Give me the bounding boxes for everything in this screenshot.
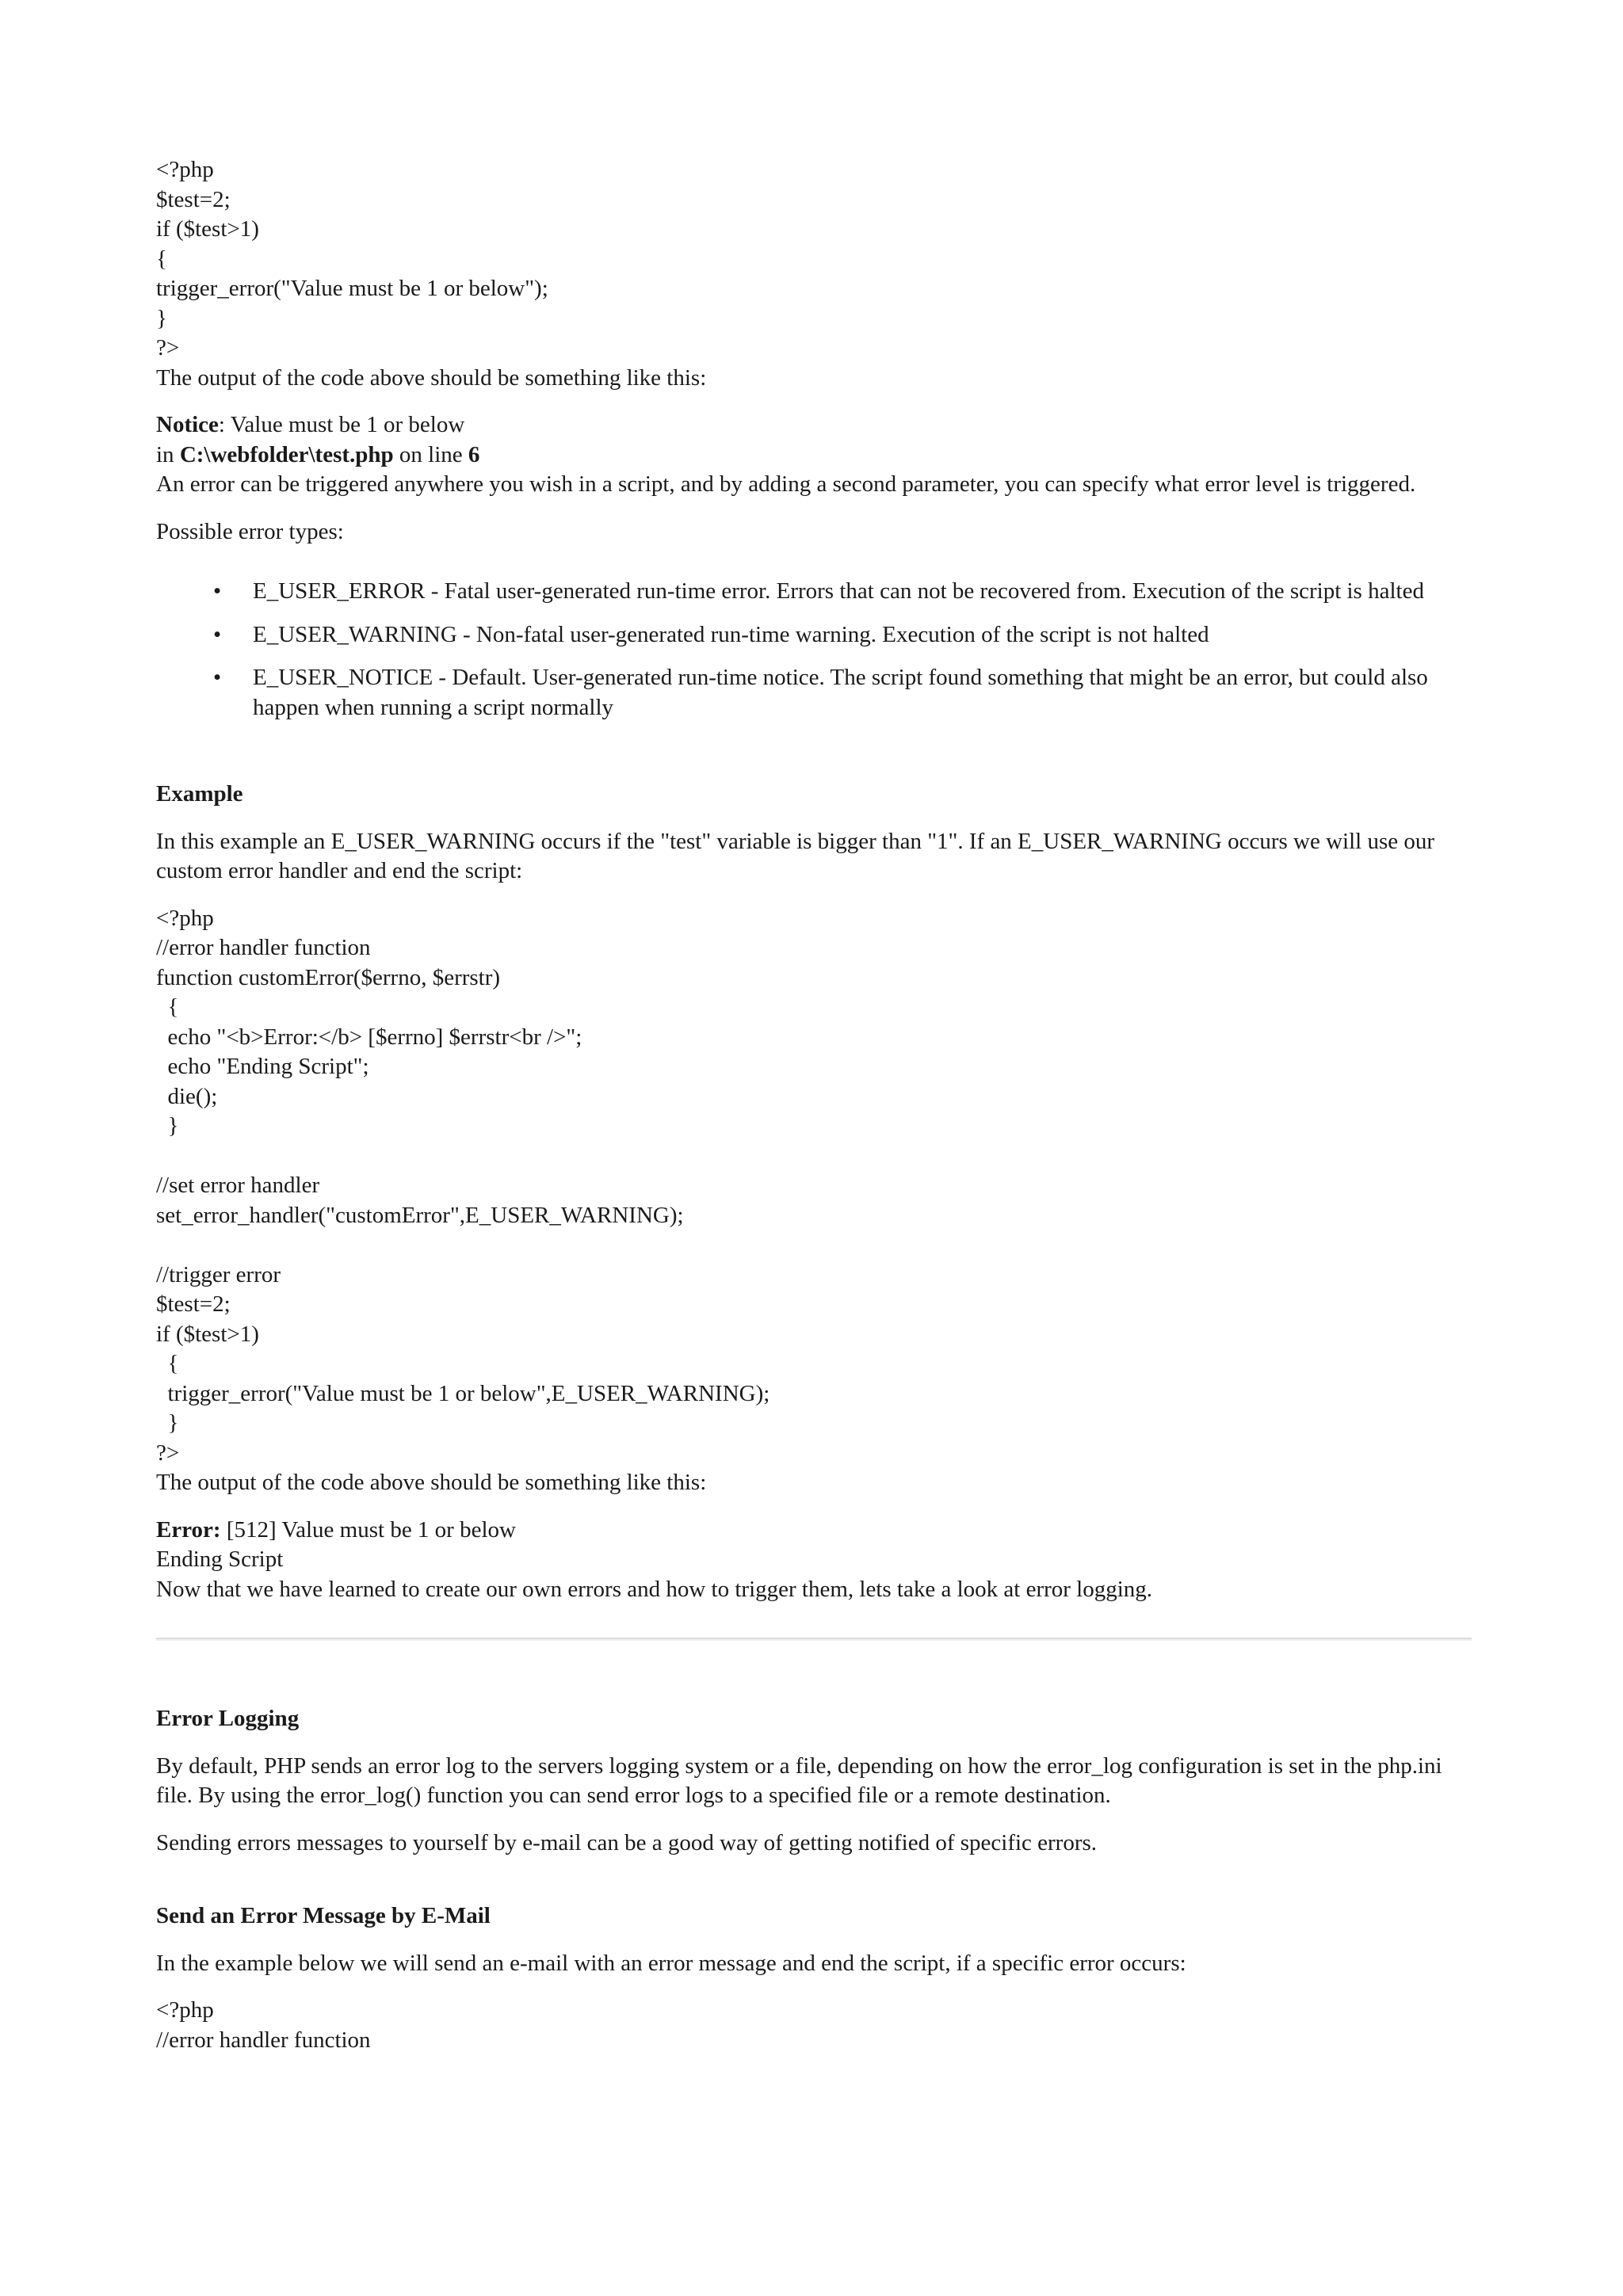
code-line: set_error_handler("customError",E_USER_WARNING); <box>156 1202 684 1228</box>
list-item <box>156 577 1472 607</box>
section-heading-example: Example <box>156 781 243 807</box>
code-line <box>156 1230 1472 1261</box>
bullet: • <box>213 578 222 604</box>
code-line: function customError($errno, $errstr) <box>156 964 501 990</box>
ending-script-output: Ending Script <box>156 1547 284 1572</box>
output-intro: The output of the code above should be something like this: <box>156 1470 707 1495</box>
paragraph-trigger-anywhere: An error can be triggered anywhere you wish in a script, and by adding a second parameter, you can specify what error level is triggered. <box>156 471 1416 497</box>
code-line: ?> <box>156 335 180 360</box>
notice-label: Notice <box>156 412 219 437</box>
code-line: echo "<b>Error:</b> [$errno] $errstr<br />"; <box>156 1024 582 1050</box>
paragraph-now-learned: Now that we have learned to create our own errors and how to trigger them, lets take a look at error logging. <box>156 1576 1153 1602</box>
code-line: $test=2; <box>156 1291 231 1317</box>
code-line: } <box>156 305 167 331</box>
error-label: Error: <box>156 1516 221 1543</box>
code-line: if ($test>1) <box>156 216 259 242</box>
paragraph-example: In this example an E_USER_WARNING occurs if the "test" variable is bigger than "1". If an E_USER_WARNING occurs we will use our custom error handler and end the script: <box>156 828 1435 883</box>
bullet: • <box>213 621 222 647</box>
code-line: ?> <box>156 1440 180 1466</box>
code-line: if ($test>1) <box>156 1321 259 1347</box>
list-item <box>156 663 1472 723</box>
code-line: { <box>156 994 179 1020</box>
code-line: //error handler function <box>156 935 371 960</box>
document-page <box>156 155 1472 2055</box>
output-intro: The output of the code above should be something like this: <box>156 364 707 391</box>
code-line: //set error handler <box>156 1173 320 1198</box>
list-item-text: E_USER_WARNING - Non-fatal user-generated run-time warning. Execution of the script is not halted <box>253 621 1209 647</box>
notice-output <box>156 410 1472 441</box>
code-block-custom-error <box>156 904 1472 1469</box>
paragraph-send-email: In the example below we will send an e-mail with an error message and end the script, if a specific error occurs: <box>156 1950 1186 1976</box>
code-line: <?php <box>156 157 214 182</box>
code-line: trigger_error("Value must be 1 or below",E_USER_WARNING); <box>156 1380 770 1406</box>
section-heading-send-email: Send an Error Message by E-Mail <box>156 1903 491 1928</box>
notice-line-number: 6 <box>468 441 480 467</box>
code-line <box>156 1142 1472 1172</box>
code-block-email-handler <box>156 1996 1472 2055</box>
notice-location <box>156 441 1472 471</box>
code-line: //trigger error <box>156 1261 281 1287</box>
list-item-text: E_USER_NOTICE - Default. User-generated run-time notice. The script found something that might be an error, but could also happen when running a script normally <box>253 665 1428 720</box>
notice-in: in <box>156 441 180 467</box>
code-block-trigger-error <box>156 155 1472 364</box>
code-line: die(); <box>156 1083 218 1109</box>
code-line: { <box>156 1351 179 1376</box>
notice-on-line: on line <box>393 441 468 467</box>
error-types-list <box>156 577 1472 723</box>
list-item <box>156 620 1472 650</box>
code-line: echo "Ending Script"; <box>156 1054 369 1079</box>
code-line: } <box>156 1410 179 1436</box>
paragraph-logging-default: By default, PHP sends an error log to the servers logging system or a file, depending on how the error_log configuration is set in the php.ini file. By using the error_log() function you can send error logs to a specified file or a remote destination. <box>156 1753 1442 1808</box>
paragraph-possible-types: Possible error types: <box>156 518 344 544</box>
code-line: <?php <box>156 905 214 931</box>
code-line: trigger_error("Value must be 1 or below"); <box>156 276 548 301</box>
notice-path: C:\webfolder\test.php <box>179 441 394 467</box>
paragraph-logging-email: Sending errors messages to yourself by e-mail can be a good way of getting notified of specific errors. <box>156 1829 1098 1855</box>
code-line: <?php <box>156 1997 214 2023</box>
code-line: //error handler function <box>156 2027 371 2053</box>
code-line: $test=2; <box>156 186 231 212</box>
bullet: • <box>213 665 222 690</box>
code-line: } <box>156 1113 179 1138</box>
code-line: { <box>156 246 167 272</box>
notice-message: : Value must be 1 or below <box>218 412 465 437</box>
error-message: [512] Value must be 1 or below <box>220 1516 516 1543</box>
error-output <box>156 1516 1472 1546</box>
section-heading-error-logging: Error Logging <box>156 1706 300 1731</box>
list-item-text: E_USER_ERROR - Fatal user-generated run-time error. Errors that can not be recovered from. Execution of the script is halted <box>253 578 1424 604</box>
